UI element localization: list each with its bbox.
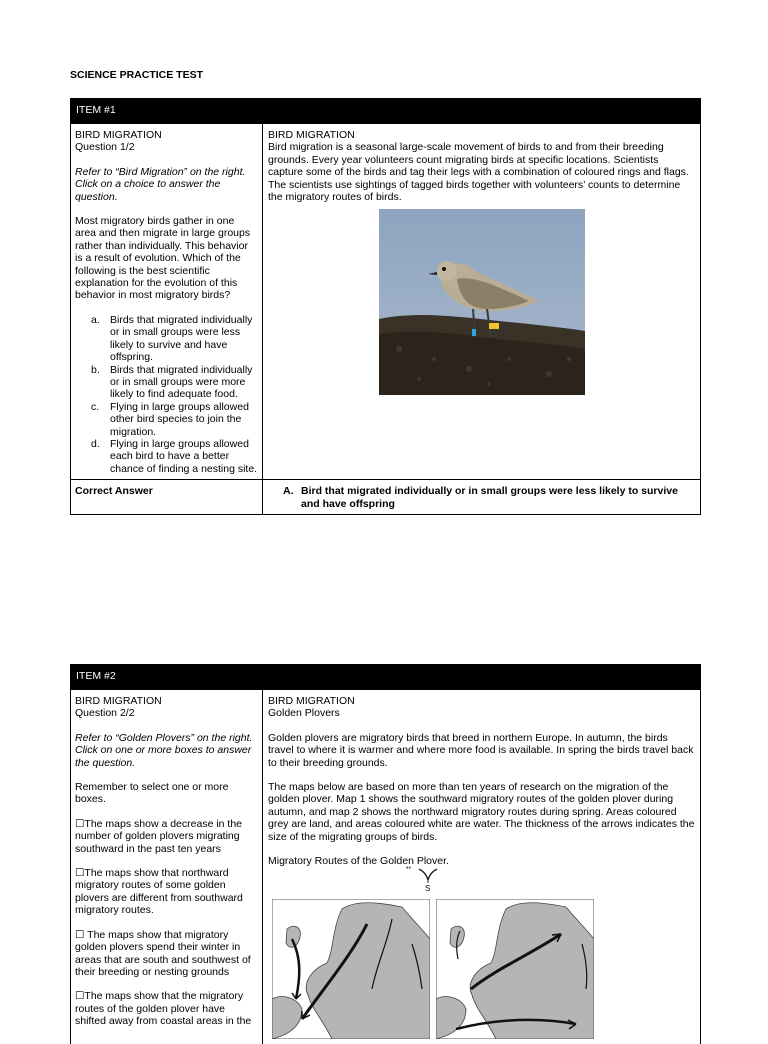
item-2-content-row xyxy=(71,690,700,1044)
checkbox-icon[interactable]: ☐ xyxy=(75,928,85,941)
item-1-answer-row xyxy=(71,479,700,514)
choice-text: Birds that migrated individually or in small groups were more likely to find adequate food. xyxy=(110,363,253,401)
option-text: The maps show a decrease in the number of golden plovers migrating southward in the past ten years xyxy=(75,817,243,855)
correct-answer-label: Correct Answer xyxy=(71,480,263,514)
choice-letter: c. xyxy=(91,400,100,413)
item-1-question-text: Most migratory birds gather in one area and then migrate in large groups rather than individually. This behavior is a result of evolution. Which of the following is the best scientific explanation for the evolution of this behavior in most migratory birds? xyxy=(75,215,251,302)
choice-text: Birds that migrated individually or in small groups were less likely to survive and have offspring. xyxy=(110,313,253,364)
item-2-header: ITEM #2 xyxy=(71,665,700,690)
correct-answer-text: Bird that migrated individually or in small groups were less likely to survive and have offspring xyxy=(301,485,678,510)
item-1-content-row xyxy=(71,124,700,479)
option-3[interactable] xyxy=(75,929,258,979)
item-1-stimulus-column xyxy=(263,124,700,479)
item-1-right-title: BIRD MIGRATION xyxy=(268,129,355,141)
correct-answer-letter: A. xyxy=(283,485,294,498)
item-2-question-column xyxy=(71,690,263,1044)
compass-icon xyxy=(403,863,463,893)
option-text: The maps show that northward migratory routes of some golden plovers are different from southward migratory routes. xyxy=(75,867,243,917)
item-1-question-column xyxy=(71,124,263,479)
choice-text: Flying in large groups allowed each bird to have a better chance of finding a nesting site. xyxy=(110,437,258,475)
correct-answer-cell xyxy=(263,480,700,514)
item-1-choice-list xyxy=(75,314,258,475)
option-1[interactable] xyxy=(75,818,258,855)
item-2-stimulus-column xyxy=(263,690,700,1044)
choice-letter: b. xyxy=(91,363,100,376)
item-2-left-title: BIRD MIGRATION xyxy=(75,695,162,707)
maps-caption: Migratory Routes of the Golden Plover. xyxy=(268,855,449,868)
choice-text: Flying in large groups allowed other bird species to join the migration. xyxy=(110,400,249,438)
map-1-southward-routes xyxy=(272,899,430,1039)
item-1-header: ITEM #1 xyxy=(71,99,700,124)
item-2-reminder: Remember to select one or more boxes. xyxy=(75,781,229,806)
item-1-question-number: Question 1/2 xyxy=(75,141,135,154)
choice-letter: a. xyxy=(91,313,100,326)
document-title: SCIENCE PRACTICE TEST xyxy=(70,69,204,81)
item-2-right-subtitle: Golden Plovers xyxy=(268,707,340,720)
migration-maps xyxy=(268,865,696,1029)
option-4[interactable] xyxy=(75,990,258,1027)
checkbox-icon[interactable]: ☐ xyxy=(75,990,85,1003)
checkbox-icon[interactable]: ☐ xyxy=(75,817,85,830)
item-2-instruction: Refer to “Golden Plovers” on the right. Click on one or more boxes to answer the question. xyxy=(75,731,253,769)
golden-plovers-paragraph-1: Golden plovers are migratory birds that breed in northern Europe. In autumn, the birds travel to where it is warmer and where more food is available. In spring the birds travel back to their breeding grounds. xyxy=(268,731,694,769)
choice-b[interactable] xyxy=(91,364,258,401)
choice-c[interactable] xyxy=(91,401,258,438)
compass-label: S xyxy=(425,884,431,894)
checkbox-icon[interactable]: ☐ xyxy=(75,867,85,880)
golden-plover-photo xyxy=(379,209,585,395)
svg-text:••: •• xyxy=(406,865,411,873)
item-1-instruction: Refer to “Bird Migration” on the right. Click on a choice to answer the question. xyxy=(75,165,246,203)
item-1-left-title: BIRD MIGRATION xyxy=(75,129,162,141)
choice-letter: d. xyxy=(91,437,100,450)
map-2-northward-routes xyxy=(436,899,594,1039)
choice-a[interactable] xyxy=(91,314,258,364)
correct-answer xyxy=(283,485,696,510)
option-2[interactable] xyxy=(75,867,258,917)
item-1-stimulus-text: Bird migration is a seasonal large-scale movement of birds to and from their breeding grounds. Every year volunteers count migrating birds at specific locations. Scientists capture some of the birds and tag their legs with a combination of coloured rings and flags. The scientists use sightings of tagged birds together with volunteers’ counts to determine the migratory routes of birds. xyxy=(268,141,689,204)
golden-plovers-paragraph-2: The maps below are based on more than ten years of research on the migration of the golden plover. Map 1 shows the southward migratory routes of the golden plover during autumn, and map 2 shows the northward migratory routes during spring. Areas coloured grey are land, and areas coloured white are water. The thickness of the arrows indicates the size of the migrating groups of birds. xyxy=(268,781,695,843)
choice-d[interactable] xyxy=(91,438,258,475)
item-2-right-title: BIRD MIGRATION xyxy=(268,695,355,707)
bird-photo-container xyxy=(268,209,696,395)
item-2-question-number: Question 2/2 xyxy=(75,707,135,720)
item-1 xyxy=(70,98,701,515)
option-text: The maps show that the migratory routes of the golden plover have shifted away from coastal areas in the xyxy=(75,990,252,1028)
option-text: The maps show that migratory golden plovers spend their winter in areas that are south and southwest of their breeding or nesting grounds xyxy=(75,928,251,978)
item-2 xyxy=(70,664,701,1044)
